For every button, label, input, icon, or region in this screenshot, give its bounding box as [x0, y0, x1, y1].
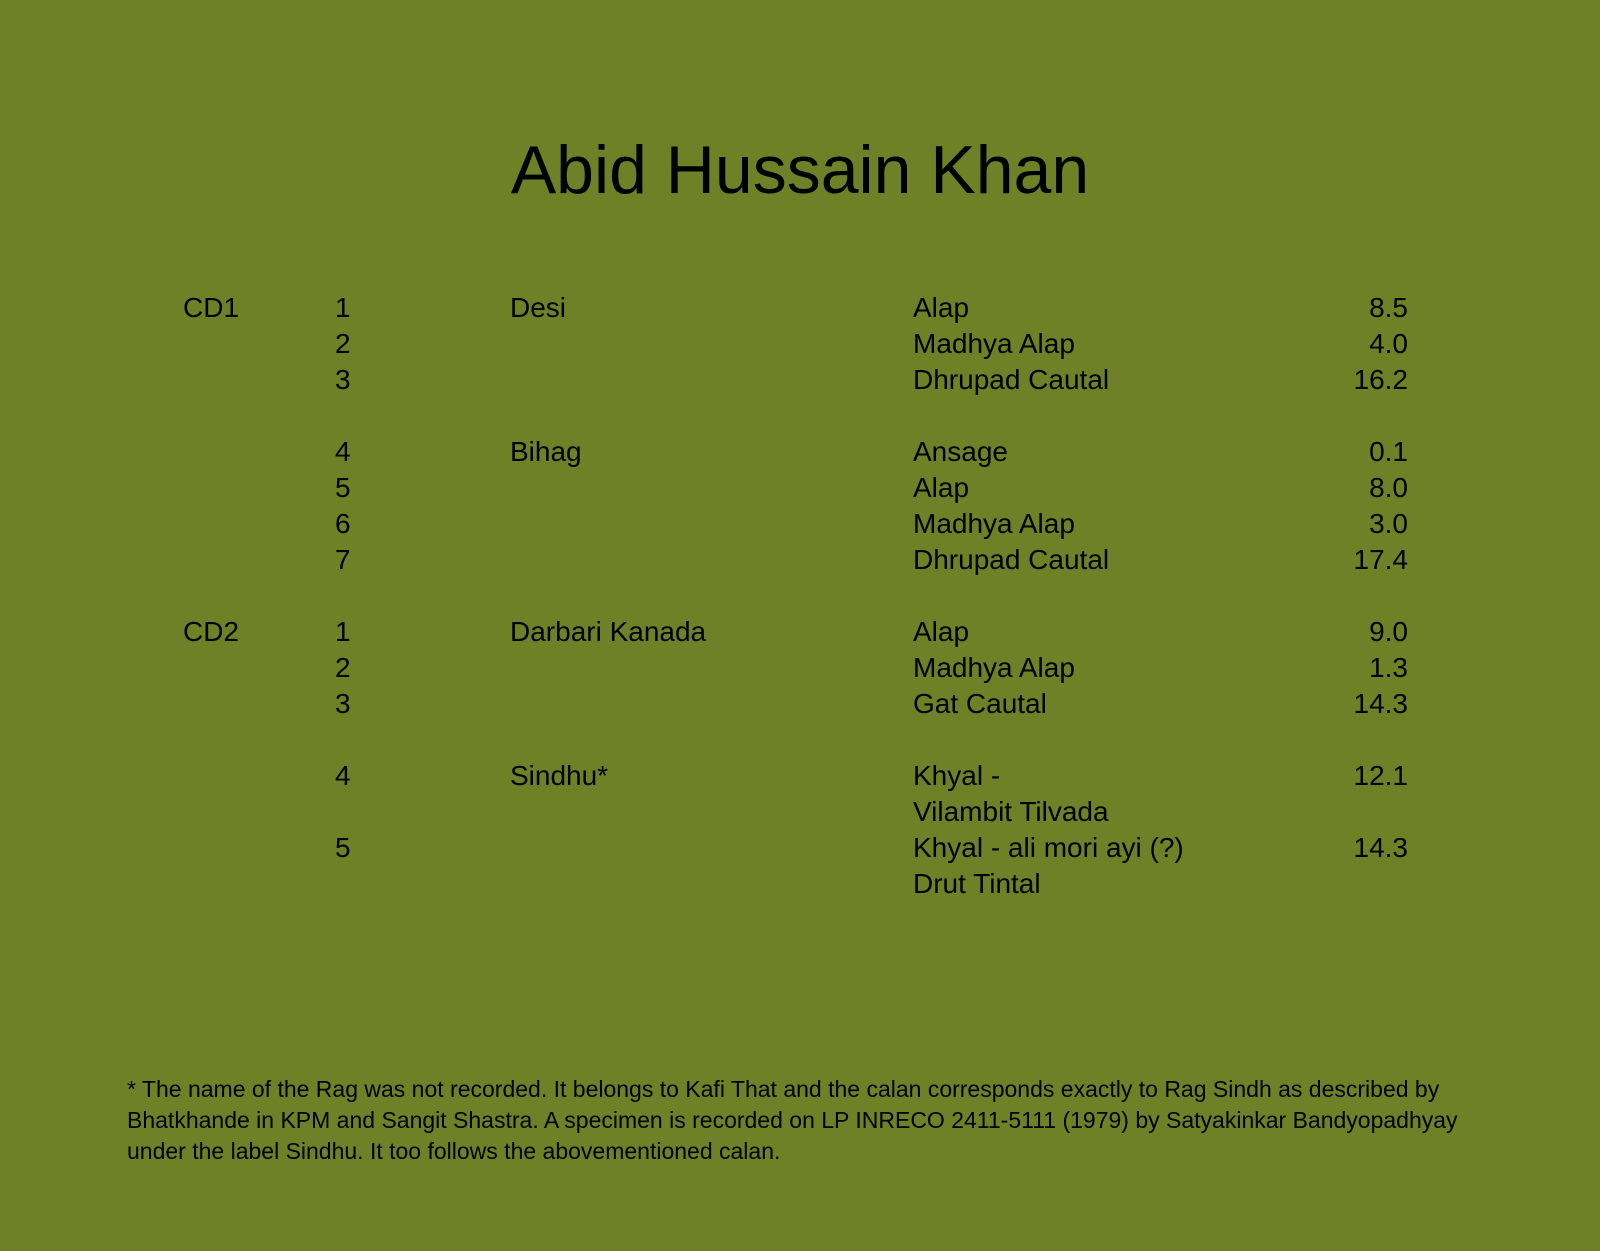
- page-title: Abid Hussain Khan: [510, 132, 1090, 208]
- performance-form: Madhya Alap: [913, 508, 1075, 539]
- duration: 0.1: [1369, 436, 1408, 467]
- performance-form: Khyal - ali mori ayi (?) Drut Tintal: [913, 832, 1184, 899]
- track-row: [0, 686, 1600, 722]
- footnote: * The name of the Rag was not recorded. It belongs to Kafi That and the calan corresponds exactly to Rag Sindh as described by Bhatkhande in KPM and Sangit Shastra. A specimen is recorded on LP INRECO 2411-5111 (1979) by Satyakinkar Bandyopadhyay under the label Sindhu. It too follows the abovementioned calan.: [127, 1076, 1458, 1164]
- group-spacer: [0, 722, 1600, 758]
- performance-form: Gat Cautal: [913, 688, 1047, 719]
- track-number: 1: [335, 616, 351, 647]
- duration: 14.3: [1353, 688, 1408, 719]
- cd-label: CD2: [183, 616, 240, 647]
- track-number: 2: [335, 652, 351, 683]
- duration: 14.3: [1353, 832, 1408, 863]
- performance-form: Alap: [913, 616, 970, 647]
- rag-name: Bihag: [510, 436, 582, 467]
- performance-form: Madhya Alap: [913, 652, 1075, 683]
- track-number: 4: [335, 760, 351, 791]
- track-number: 7: [335, 544, 351, 575]
- track-row: [0, 758, 1600, 830]
- track-number: 3: [335, 364, 351, 395]
- group-spacer: [0, 398, 1600, 434]
- track-row: [0, 290, 1600, 326]
- cd-label: CD1: [183, 292, 240, 323]
- track-row: [0, 470, 1600, 506]
- track-number: 3: [335, 688, 351, 719]
- performance-form: Ansage: [913, 436, 1008, 467]
- duration: 3.0: [1369, 508, 1408, 539]
- track-row: [0, 830, 1600, 902]
- track-row: [0, 650, 1600, 686]
- rag-name: Desi: [510, 292, 567, 323]
- duration: 16.2: [1353, 364, 1408, 395]
- duration: 4.0: [1369, 328, 1408, 359]
- performance-form: Madhya Alap: [913, 328, 1075, 359]
- duration: 9.0: [1369, 616, 1408, 647]
- performance-form: Dhrupad Cautal: [913, 364, 1110, 395]
- track-row: [0, 362, 1600, 398]
- track-row: [0, 506, 1600, 542]
- track-number: 6: [335, 508, 351, 539]
- duration: 17.4: [1353, 544, 1408, 575]
- track-row: [0, 326, 1600, 362]
- group-spacer: [0, 578, 1600, 614]
- performance-form: Alap: [913, 292, 970, 323]
- track-number: 5: [335, 832, 351, 863]
- track-number: 4: [335, 436, 351, 467]
- track-row: [0, 542, 1600, 578]
- duration: 8.0: [1369, 472, 1408, 503]
- track-number: 5: [335, 472, 351, 503]
- track-row: [0, 614, 1600, 650]
- track-list: [0, 290, 1600, 902]
- track-number: 2: [335, 328, 351, 359]
- duration: 12.1: [1353, 760, 1408, 791]
- duration: 1.3: [1369, 652, 1408, 683]
- performance-form: Dhrupad Cautal: [913, 544, 1110, 575]
- performance-form: Khyal - Vilambit Tilvada: [913, 760, 1109, 827]
- rag-name: Darbari Kanada: [510, 616, 707, 647]
- track-row: [0, 434, 1600, 470]
- rag-name: Sindhu*: [510, 760, 609, 791]
- duration: 8.5: [1369, 292, 1408, 323]
- performance-form: Alap: [913, 472, 970, 503]
- track-number: 1: [335, 292, 351, 323]
